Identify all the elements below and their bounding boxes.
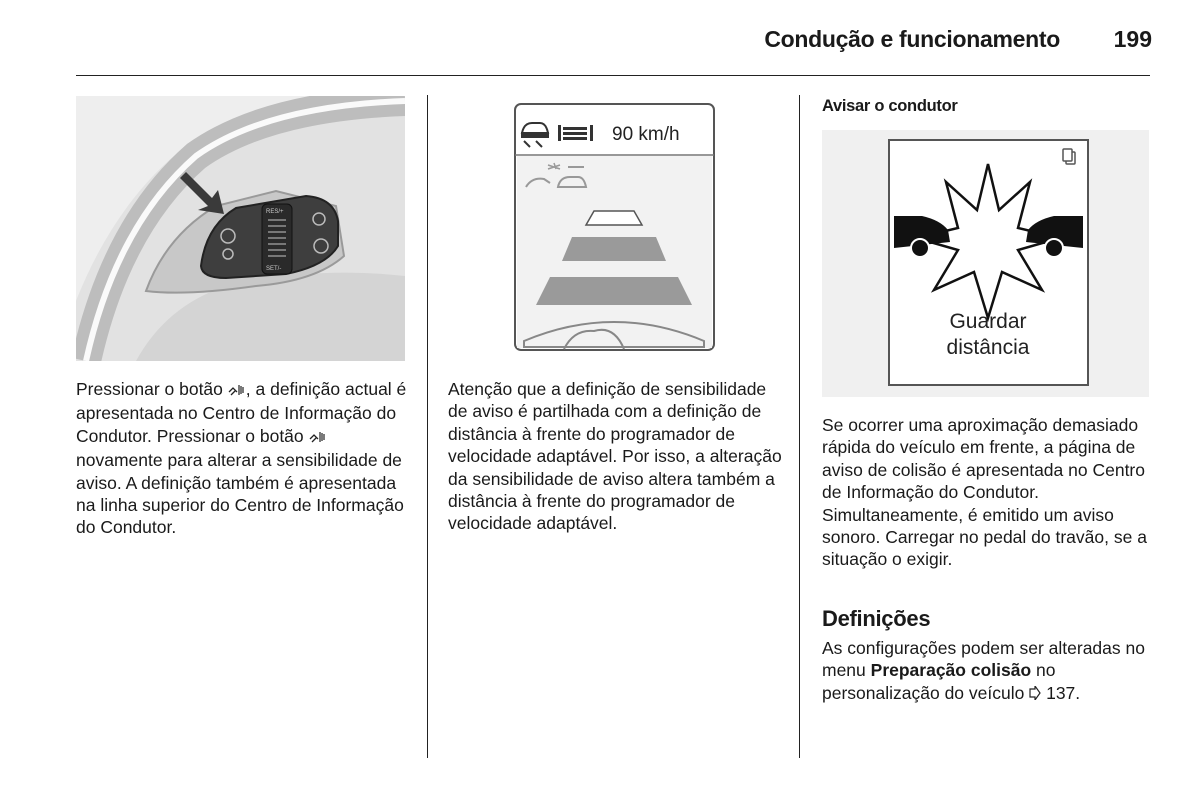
section-heading-settings: Definições	[822, 606, 931, 631]
collision-sensitivity-icon	[228, 380, 246, 402]
column1-paragraph: Pressionar o botão , a definição actual é apresentada no Centro de Informação do Condutor. Pressionar o botão novamente para alterar a sensibilidade de aviso. A definição também é apresentada na linha superior do Centro de Informação do Condutor.	[76, 379, 407, 538]
page-reference-arrow-icon	[1029, 683, 1041, 705]
page-reference[interactable]: 137.	[1046, 682, 1081, 703]
page-number: 199	[1113, 26, 1152, 52]
collision-warning-figure	[822, 130, 1149, 397]
steering-wheel-figure	[76, 96, 405, 361]
column-divider	[427, 95, 428, 758]
driver-info-display-figure	[514, 103, 715, 351]
header-rule	[76, 75, 1150, 76]
column3-paragraph: Se ocorrer uma aproximação demasiado rápida do veículo em frente, a página de aviso de colisão é apresentada no Centro de Informação do Condutor. Simultaneamente, é emitido um aviso sonoro. Carregar no pedal do travão, se a situação o exigir.	[822, 415, 1147, 570]
driver-info-display	[514, 103, 715, 351]
settings-paragraph: As configurações podem ser alteradas no menu Preparação colisão no personalização do veículo 137.	[822, 637, 1152, 705]
column-divider	[799, 95, 800, 758]
running-header-title: Condução e funcionamento	[764, 26, 1060, 52]
collision-sensitivity-icon	[309, 427, 327, 449]
warning-text-line2: distância	[946, 336, 1030, 359]
column2-paragraph: Atenção que a definição de sensibilidade de aviso é partilhada com a definição de distância à frente do programador de velocidade adaptável. Por isso, a alteração da sensibilidade de aviso altera também a distância à frente do programador de velocidade adaptável.	[448, 379, 782, 534]
steering-wheel-illustration	[76, 96, 405, 361]
svg-text:RES/+: RES/+	[266, 209, 284, 215]
warning-text-line1: Guardar	[949, 310, 1027, 333]
subheading-warn-driver: Avisar o condutor	[822, 97, 958, 115]
svg-text:SET/-: SET/-	[266, 266, 282, 272]
menu-name: Preparação colisão	[870, 660, 1032, 681]
set-speed-readout: 90 km/h	[612, 124, 680, 145]
collision-warning-display	[822, 130, 1149, 397]
